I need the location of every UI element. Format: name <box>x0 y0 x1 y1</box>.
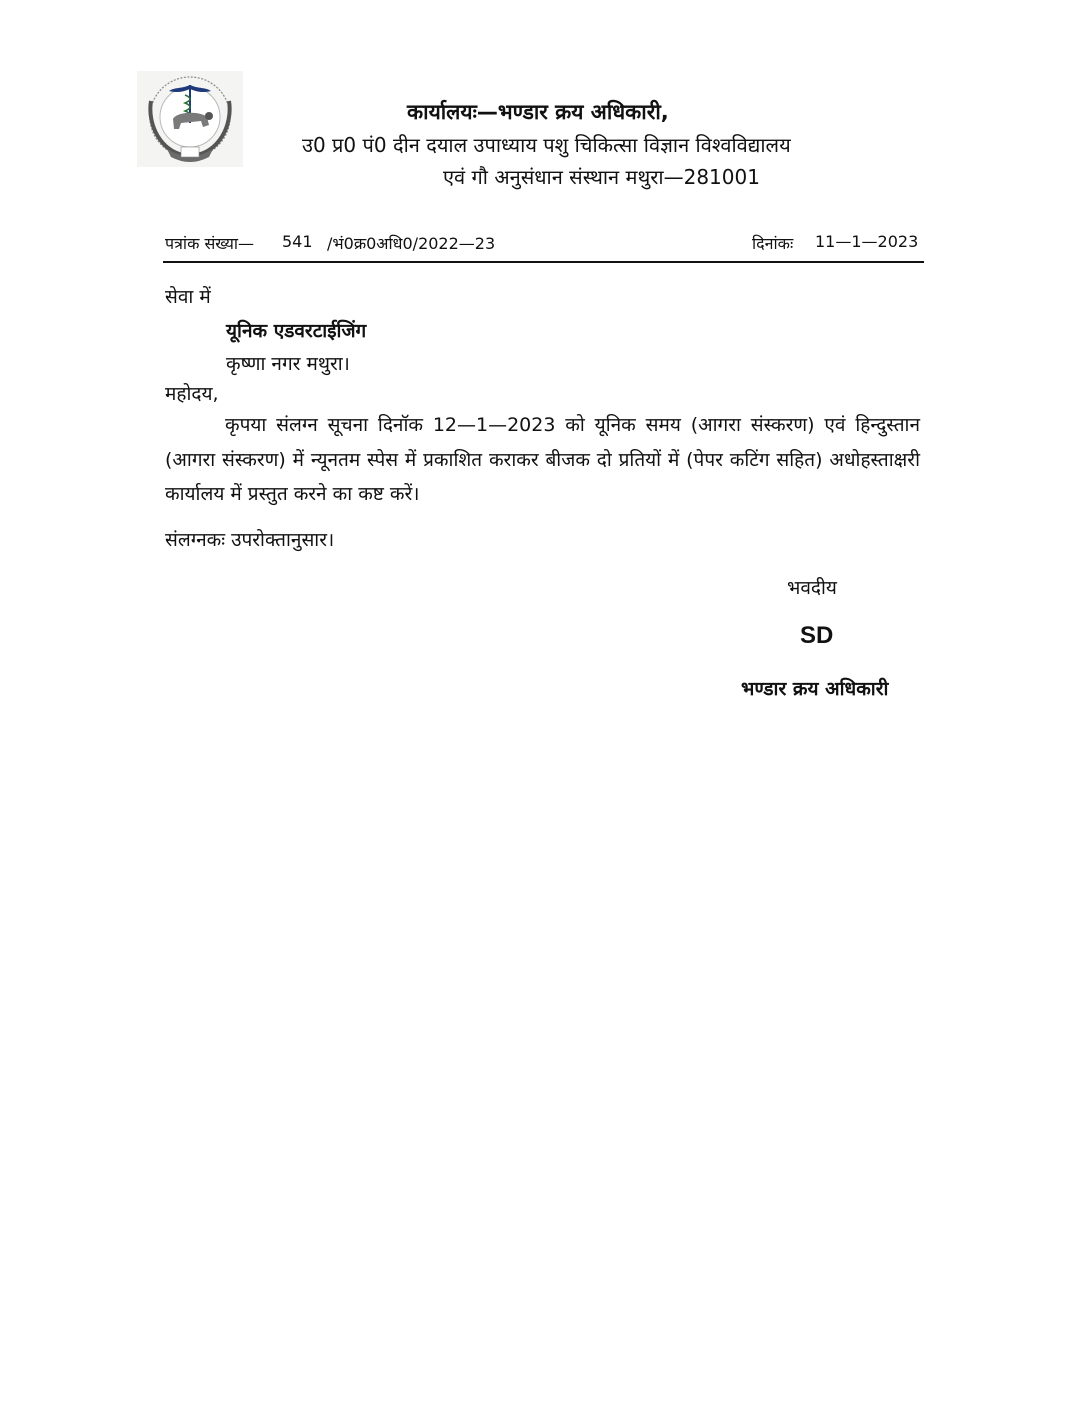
signature-sd: SD <box>800 622 834 649</box>
signatory-designation: भण्डार क्रय अधिकारी <box>741 678 889 700</box>
reference-suffix: /भं0क्र0अधि0/2022—23 <box>327 234 496 253</box>
reference-label: पत्रांक संख्या— <box>165 234 255 253</box>
addressee-address: कृष्णा नगर मथुरा। <box>226 353 350 375</box>
date-label: दिनांकः <box>752 234 794 253</box>
institute-name: एवं गौ अनुसंधान संस्थान मथुरा—281001 <box>443 165 760 189</box>
enclosure-note: संलग्नकः उपरोक्तानुसार। <box>165 529 335 551</box>
salutation-to: सेवा में <box>165 286 211 308</box>
closing: भवदीय <box>787 577 837 599</box>
addressee-name: यूनिक एडवरटाईजिंग <box>226 320 367 342</box>
greeting: महोदय, <box>165 383 219 405</box>
office-title: कार्यालयः—भण्डार क्रय अधिकारी, <box>407 100 669 124</box>
header-divider <box>163 261 924 263</box>
letter-date: 11—1—2023 <box>815 232 919 251</box>
university-name: उ0 प्र0 पं0 दीन दयाल उपाध्याय पशु चिकित्सा विज्ञान विश्वविद्यालय <box>302 133 791 157</box>
body-paragraph: कृपया संलग्न सूचना दिनॉक 12—1—2023 को यूनिक समय (आगरा संस्करण) एवं हिन्दुस्तान (आगरा संस्करण) में न्यूनतम स्पेस में प्रकाशित कराकर बीजक दो प्रतियों में (पेपर कटिंग सहित) अधोहस्ताक्षरी कार्यालय में प्रस्तुत करने का कष्ट करें। <box>165 414 920 505</box>
reference-number: 541 <box>282 232 313 251</box>
university-emblem-logo <box>137 71 243 167</box>
